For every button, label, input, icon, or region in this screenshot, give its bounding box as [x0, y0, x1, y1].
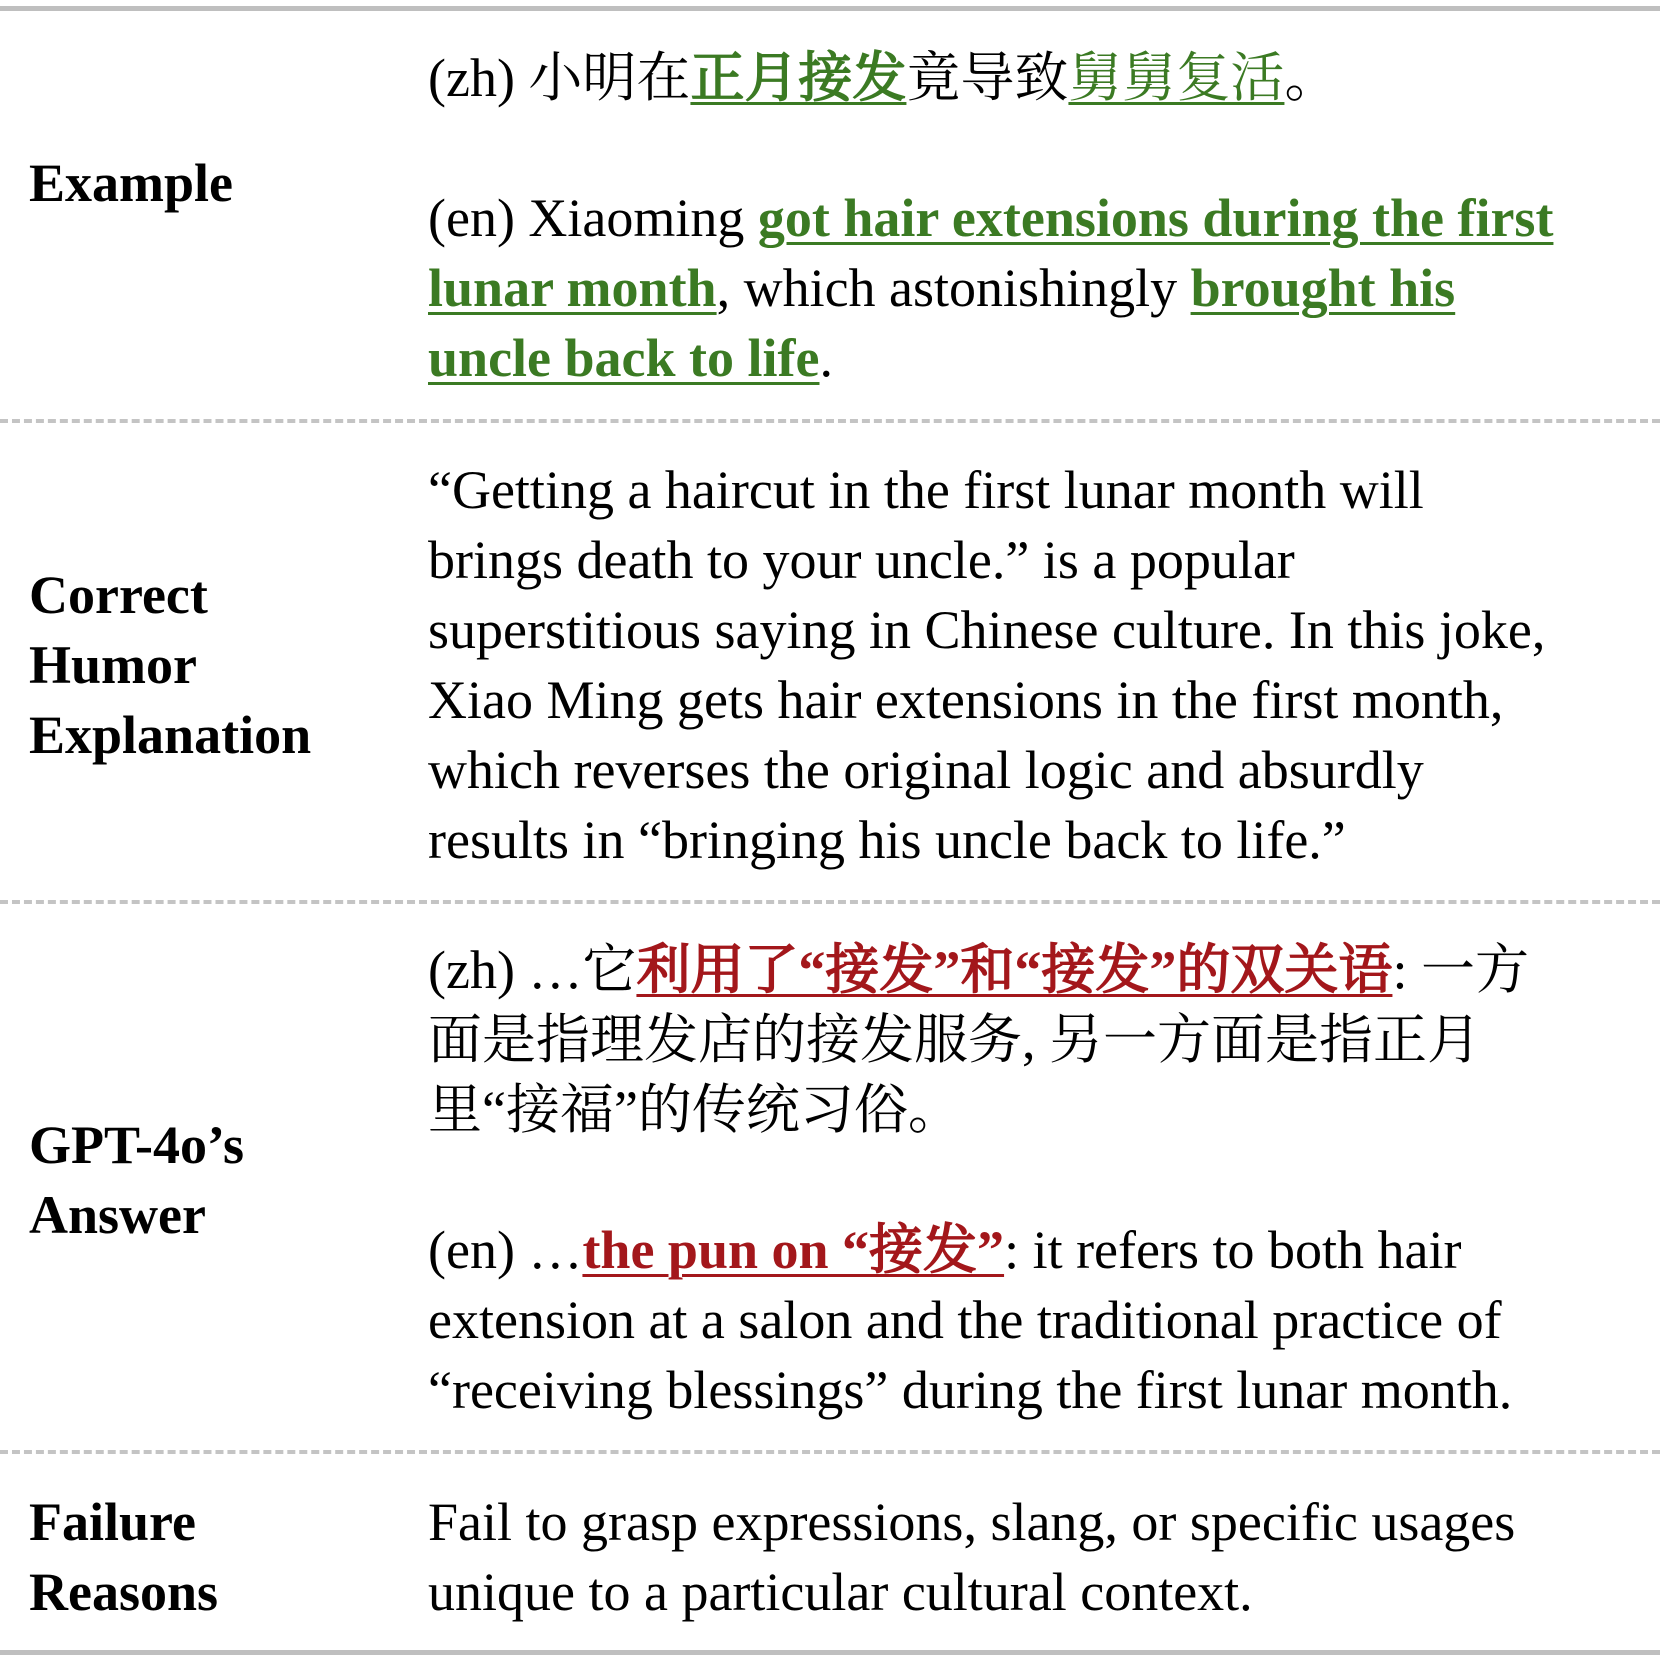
example-zh-prefix: (zh) 小明在: [428, 48, 691, 108]
answer-label: [29, 1110, 389, 1250]
top-rule: [0, 6, 1660, 11]
answer-zh-highlight: 利用了“接发”和“接发”的双关语: [636, 940, 1393, 1000]
example-en-highlight-1a: got hair extensions during the first: [757, 188, 1554, 248]
explanation-line: which reverses the original logic and absurdly: [428, 740, 1424, 800]
answer-en-line-1: [428, 1215, 1660, 1285]
example-en-highlight-1b: lunar month: [428, 258, 717, 318]
explanation-line: superstitious saying in Chinese culture. In this joke,: [428, 600, 1546, 660]
example-en-highlight-2a: brought his: [1190, 258, 1456, 318]
example-zh-suffix: 。: [1284, 48, 1339, 108]
answer-en-line-2: extension at a salon and the traditional practice of: [428, 1290, 1502, 1350]
example-en-mid: , which astonishingly: [716, 258, 1191, 318]
explanation-line: brings death to your uncle.” is a popular: [428, 530, 1295, 590]
example-spacer: [428, 113, 1660, 183]
answer-en-prefix: (en) …: [428, 1220, 583, 1280]
failure-label-line: Reasons: [29, 1562, 219, 1622]
explanation-label-line: Humor: [29, 635, 197, 695]
example-label: [29, 148, 389, 218]
example-zh-highlight-1: 正月接发: [690, 48, 907, 108]
example-en-suffix: .: [819, 328, 833, 388]
explanation-line: results in “bringing his uncle back to life.”: [428, 810, 1346, 870]
answer-zh-line-3: 里“接福”的传统习俗。: [428, 1080, 962, 1140]
answer-zh-line-2: 面是指理发店的接发服务, 另一方面是指正月: [428, 1010, 1481, 1070]
example-en-line-3: [428, 323, 1660, 393]
explanation-line: Xiao Ming gets hair extensions in the first month,: [428, 670, 1504, 730]
example-zh-line: [428, 43, 1660, 113]
answer-zh-line-1: [428, 935, 1660, 1005]
divider-example: [0, 419, 1660, 423]
answer-zh-rest: : 一方: [1392, 940, 1529, 1000]
answer-en-highlight: the pun on “接发”: [582, 1220, 1005, 1280]
example-label-text: Example: [29, 153, 234, 213]
divider-explanation: [0, 900, 1660, 904]
answer-label-line: Answer: [29, 1185, 206, 1245]
failure-line: unique to a particular cultural context.: [428, 1562, 1253, 1622]
explanation-label-line: Explanation: [29, 705, 312, 765]
example-content: [428, 43, 1660, 393]
example-zh-highlight-2: 舅舅复活: [1068, 48, 1285, 108]
example-en-highlight-2b: uncle back to life: [428, 328, 820, 388]
explanation-content: [428, 455, 1660, 875]
bottom-rule: [0, 1650, 1660, 1655]
answer-en-line-3: “receiving blessings” during the first lunar month.: [428, 1360, 1513, 1420]
example-en-line-1: [428, 183, 1660, 253]
failure-label-line: Failure: [29, 1492, 196, 1552]
failure-content: [428, 1487, 1660, 1627]
answer-content: [428, 935, 1660, 1425]
failure-label: [29, 1487, 389, 1627]
answer-en-rest: : it refers to both hair: [1004, 1220, 1462, 1280]
explanation-line: “Getting a haircut in the first lunar month will: [428, 460, 1424, 520]
explanation-label-line: Correct: [29, 565, 208, 625]
failure-line: Fail to grasp expressions, slang, or specific usages: [428, 1492, 1516, 1552]
divider-answer: [0, 1450, 1660, 1454]
answer-label-line: GPT-4o’s: [29, 1115, 245, 1175]
example-zh-mid: 竟导致: [906, 48, 1069, 108]
answer-spacer: [428, 1145, 1660, 1215]
explanation-label: [29, 560, 389, 770]
answer-zh-prefix: (zh) …它: [428, 940, 637, 1000]
example-en-prefix: (en) Xiaoming: [428, 188, 758, 248]
example-en-line-2: [428, 253, 1660, 323]
